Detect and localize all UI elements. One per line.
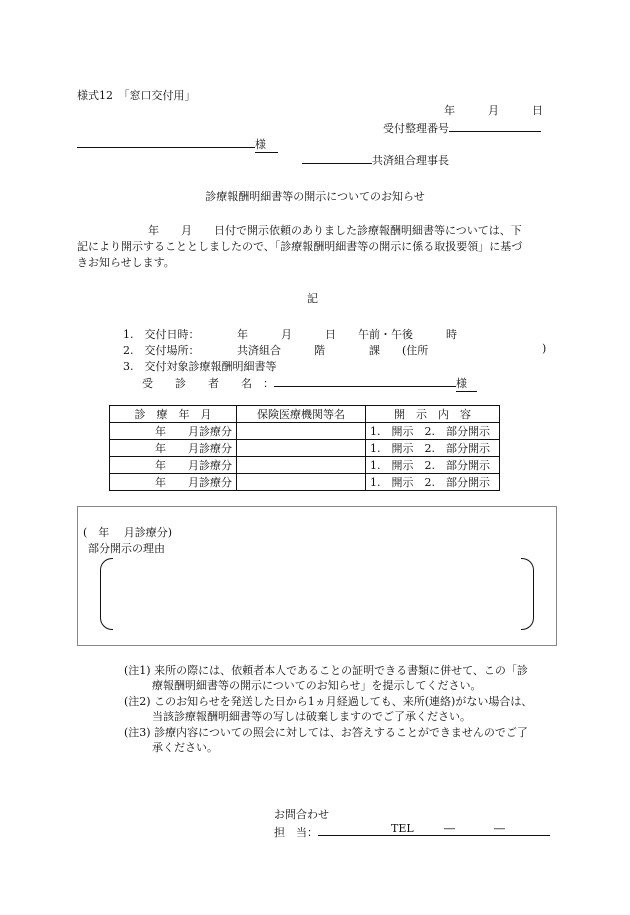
date-line: 年 月 日 <box>444 104 543 117</box>
item-2-value: 共済組合 階 課 (住所 <box>237 344 429 357</box>
tel-dash-2: ― <box>494 822 505 835</box>
addressee <box>77 135 278 153</box>
receipt-number-field <box>449 119 541 132</box>
page-title: 診療報酬明細書等の開示についてのお知らせ <box>205 190 425 203</box>
patient-line <box>142 374 477 392</box>
item-3-label: 3. 交付対象診療報酬明細書等 <box>123 360 277 373</box>
row-institution <box>237 457 366 474</box>
addressee-field <box>77 135 255 148</box>
tel-dash-1: ― <box>444 822 455 835</box>
item-1-value: 年 月 日 午前・午後 時 <box>237 328 457 341</box>
table-header-row <box>110 406 500 423</box>
receipt-number <box>383 119 541 136</box>
contact-person-label: 担 当： <box>274 826 318 839</box>
header-ym: 診 療 年 月 <box>110 406 237 423</box>
reason-label: 部分開示の理由 <box>88 542 165 555</box>
item-2-close: ) <box>542 342 547 355</box>
header-content: 開 示 内 容 <box>366 406 500 423</box>
table-row <box>110 423 500 440</box>
note-1 <box>124 663 528 693</box>
row-institution <box>237 423 366 440</box>
issuer-name: 共済組合理事長 <box>372 154 449 167</box>
row-content: 1. 開示 2. 部分開示 <box>366 474 500 491</box>
row-institution <box>237 440 366 457</box>
note-3-line-2: 承ください。 <box>152 741 218 754</box>
contact-field <box>318 822 550 836</box>
row-content: 1. 開示 2. 部分開示 <box>366 457 500 474</box>
row-ym: 年 月診療分 <box>110 423 237 440</box>
form-number: 様式12 「窓口交付用」 <box>77 89 196 102</box>
table-row <box>110 474 500 491</box>
note-2-line-2: 当該診療報酬明細書等の写しは破棄しますのでご了承ください。 <box>152 710 471 723</box>
note-3 <box>124 725 528 755</box>
tel-label: TEL <box>391 822 414 835</box>
body-line-2: 記により開示することとしましたので、「診療報酬明細書等の開示に係る取扱要領」に基づ <box>77 240 523 253</box>
note-3-line-1: (注3) 診療内容についての照会に対しては、お答えすることができませんのでご了 <box>124 726 528 739</box>
addressee-suffix: 様 <box>255 136 278 153</box>
table-row <box>110 457 500 474</box>
reason-period: ( 年 月診療分) <box>83 526 173 539</box>
note-1-line-1: (注1) 来所の際には、依頼者本人であることの証明できる書類に併せて、この「診 <box>124 664 528 677</box>
row-ym: 年 月診療分 <box>110 440 237 457</box>
row-institution <box>237 474 366 491</box>
issuer <box>302 151 449 168</box>
patient-suffix: 様 <box>456 375 477 392</box>
row-ym: 年 月診療分 <box>110 457 237 474</box>
note-2-line-1: (注2) このお知らせを発送した日から1ヵ月経過しても、来所(連絡)がない場合は、 <box>124 695 533 708</box>
receipt-number-label: 受付整理番号 <box>383 122 449 135</box>
body-line-1: 年 月 日付で開示依頼のありました診療報酬明細書等については、下 <box>148 224 522 237</box>
patient-name-field <box>274 374 456 387</box>
note-2 <box>124 694 532 724</box>
right-bracket <box>521 558 534 630</box>
issuer-field <box>302 151 372 164</box>
note-1-line-2: 療報酬明細書等の開示についてのお知らせ」を提示してください。 <box>152 679 482 692</box>
item-1-label: 1. 交付日時： <box>123 328 200 341</box>
ki-heading: 記 <box>307 292 318 305</box>
header-institution: 保険医療機関等名 <box>237 406 366 423</box>
row-ym: 年 月診療分 <box>110 474 237 491</box>
patient-label: 受 診 者 名 ： <box>142 377 274 390</box>
disclosure-table <box>109 405 500 491</box>
table-row <box>110 440 500 457</box>
item-2-label: 2. 交付場所： <box>123 344 200 357</box>
contact-line <box>274 822 550 840</box>
body-line-3: きお知らせします。 <box>77 256 175 269</box>
row-content: 1. 開示 2. 部分開示 <box>366 440 500 457</box>
contact-title: お問合わせ <box>274 808 329 821</box>
row-content: 1. 開示 2. 部分開示 <box>366 423 500 440</box>
left-bracket <box>100 558 113 630</box>
